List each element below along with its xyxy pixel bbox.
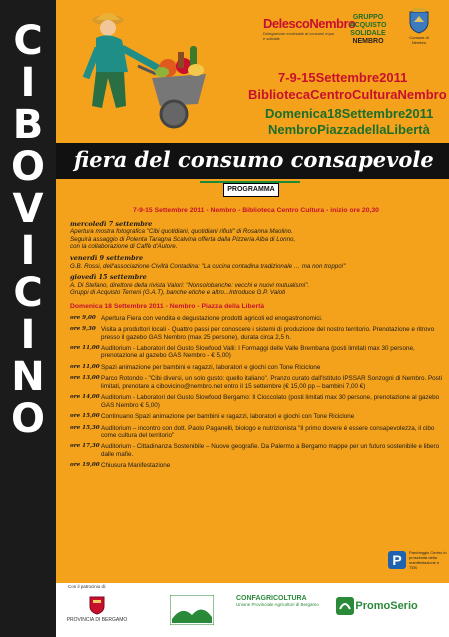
event-text: Auditorium – incontro con dott. Paolo Paganelli, biologo e nutrizionista "Il primo dovere è essere consapevolezza, il cibo come cultura del territorio" (101, 424, 435, 439)
programma-label: PROGRAMMA (223, 183, 279, 197)
event-row (70, 364, 442, 372)
vertical-title-letter: I (20, 312, 36, 358)
gas-logo-line: GRUPPO (352, 14, 384, 21)
crest-icon (408, 8, 430, 34)
vertical-title-letter: V (12, 186, 44, 232)
vertical-title-letter: N (11, 354, 45, 400)
event-hour: ore 15,00 (70, 412, 100, 419)
event-text: Chiusura Manifestazione (101, 462, 171, 470)
vertical-title-band (0, 0, 56, 637)
delesco-logo-subtitle: Delegazione ecclesiale ai consumi equo e solidale (263, 31, 335, 41)
day-text: Apertura mostra fotografica "Cibi quotidiani, quotidiani rifiuti" di Rosanna Maolino. (70, 228, 293, 236)
day-block (70, 221, 442, 251)
delesco-nembro-logo (263, 16, 356, 46)
gas-logo-line: ACQUISTO (349, 22, 387, 29)
vertical-title-letter: I (20, 228, 36, 274)
event-text: Continuano Spazi animazione per bambini e ragazzi, laboratori e giochi con Tone Riciclone (101, 412, 355, 420)
confagricoltura-subtext: Unione Provinciale Agricoltori di Bergamo (236, 602, 319, 607)
promoserio-text: PromoSerio (355, 600, 418, 612)
day-block (70, 274, 442, 297)
event-text: Auditorium - Cittadinanza Sostenibile – Nuove geografie. Da Palermo a Bergamo mappe per un futuro sostenibile e libero dalle mafie. (101, 443, 440, 458)
comune-label: Comune di Nembro (409, 35, 429, 45)
event-row (70, 315, 442, 323)
gas-logo-town: NEMBRO (352, 38, 384, 45)
event-hour: ore 14,00 (70, 394, 100, 401)
day-text: Seguirà assaggio di Polenta Taragna Scalvina offerta dalla Pizzeria Alba di Lonno, (70, 235, 296, 243)
event-text: Auditorium - Laboratori del Gusto Slowfood Valli: I Formaggi delle Valle Brembana (posti limitati max 30 persone, prenotazione al gazebo GAS Nembro - € 5,00) (101, 344, 415, 360)
parking-note: Parcheggio Centro in prossimità della manifestazione e TEB (409, 550, 447, 570)
farmer-wheelbarrow-illustration (66, 8, 216, 138)
event-text: Apertura Fiera con vendita e degustazione prodotti agricoli ed enogastronomici. (101, 314, 323, 322)
event-text: Visita a produttori locali - Quattro passi per conoscere i sistemi di produzione del nostro territorio. Prenotazione e ritrovo presso il gazebo GAS Nembro (max 25 persone), durata circa 2,5 h. (101, 326, 435, 341)
gas-nembro-logo (340, 14, 396, 46)
provincia-text: PROVINCIA DI BERGAMO (66, 617, 128, 623)
event-hour: ore 11,00 (70, 344, 100, 351)
event-hour: ore 9,00 (70, 314, 96, 321)
event-text: Spazi animazione per bambini e ragazzi, laboratori e giochi con Tone Riciclone (101, 363, 321, 371)
schedule (70, 207, 442, 474)
comune-crest (405, 8, 433, 45)
landscape-logo-icon (170, 595, 214, 625)
provincia-logo (66, 595, 128, 623)
vertical-title-letter: O (10, 144, 45, 190)
event-hour: ore 17,30 (70, 443, 100, 450)
day-text: con la collaborazione di Caffè d'Autore. (70, 243, 178, 251)
event-text: Auditorium - Laboratori del Gusto Slowfood Bergamo: Il Cioccolato (posti limitati max 30 persone, prenotazione al gazebo GAS Nembro € 5,00) (101, 394, 440, 409)
sponsor-label: Con il patrocinio di: (68, 584, 107, 589)
vertical-title-letter: O (10, 396, 45, 442)
confagricoltura-text: CONFAGRICOLTURA (236, 595, 307, 602)
event-row (70, 425, 442, 440)
green-logo (168, 595, 216, 627)
event-row (70, 326, 442, 341)
provincia-crest-icon (89, 595, 105, 615)
event-hour: ore 11,00 (70, 363, 100, 370)
day-text: G.B. Rossi, dell'associazione Civiltà Contadina: "La cucina contadina tradizionale … ma non troppo!" (70, 262, 346, 270)
event-text: Parco Rotondo - "Cibi diversi, un solo gusto: quello italiano". Pranzo curato dall'Istituto IPSSAR Sonzogni di Nembro. Posti limitati, prenotare a cibovicino@nembro.net entro il 15 settembre (€ 15,00 pp – bambini 7,00 €) (101, 375, 442, 390)
event-hour: ore 9,30 (70, 326, 96, 333)
day-text: A. Di Stefano, direttore della rivista Valori: "Nonsolobanche: vecchi e nuovi mutualismi". (70, 281, 310, 289)
sunday-heading: Domenica 18 Settembre 2011 - Nembro - Piazza della Libertà (70, 302, 265, 310)
title-bar (56, 143, 449, 179)
promoserio-icon (336, 597, 354, 615)
event-hour: ore 15,30 (70, 424, 100, 431)
event-hour: ore 19,00 (70, 462, 100, 469)
vertical-title-letter: B (12, 102, 44, 148)
delesco-logo-text: DelescoNembro (263, 16, 356, 31)
event-row (70, 345, 442, 360)
promoserio-logo (336, 597, 444, 615)
gas-logo-line: SOLIDALE (350, 30, 386, 37)
day-block (70, 255, 442, 270)
header-date-1: 7-9-15Settembre2011 (278, 70, 408, 85)
event-title: fiera del consumo consapevole (74, 147, 434, 172)
day-text: Gruppi di Acquisto Terreni (G.A.T), banche etiche e altro...Introduce G.P. Valoti (70, 289, 286, 297)
event-row (70, 462, 442, 470)
header-venue-2: NembroPiazzadellaLibertà (268, 122, 430, 137)
confagricoltura-logo (236, 595, 332, 607)
sponsor-footer (56, 583, 449, 637)
vertical-title-letter: C (13, 270, 43, 316)
event-row (70, 413, 442, 421)
header-venue-1: BibliotecaCentroCulturaNembro (248, 87, 447, 102)
event-row (70, 375, 442, 390)
day-heading: mercoledì 7 settembre (70, 219, 153, 228)
event-row (70, 443, 442, 458)
event-row (70, 394, 442, 409)
vertical-title (2, 20, 54, 440)
day-heading: giovedì 15 settembre (70, 273, 147, 282)
day-heading: venerdì 9 settembre (70, 253, 144, 262)
vertical-title-letter: I (20, 60, 36, 106)
header-date-2: Domenica18Settembre2011 (265, 106, 434, 121)
schedule-intro-line: 7-9-15 Settembre 2011 - Nembro - Biblioteca Centro Cultura - inizio ore 20,30 (133, 207, 379, 214)
event-hour: ore 13,00 (70, 375, 100, 382)
vertical-title-letter: C (13, 18, 43, 64)
parking-icon: P (388, 551, 406, 569)
